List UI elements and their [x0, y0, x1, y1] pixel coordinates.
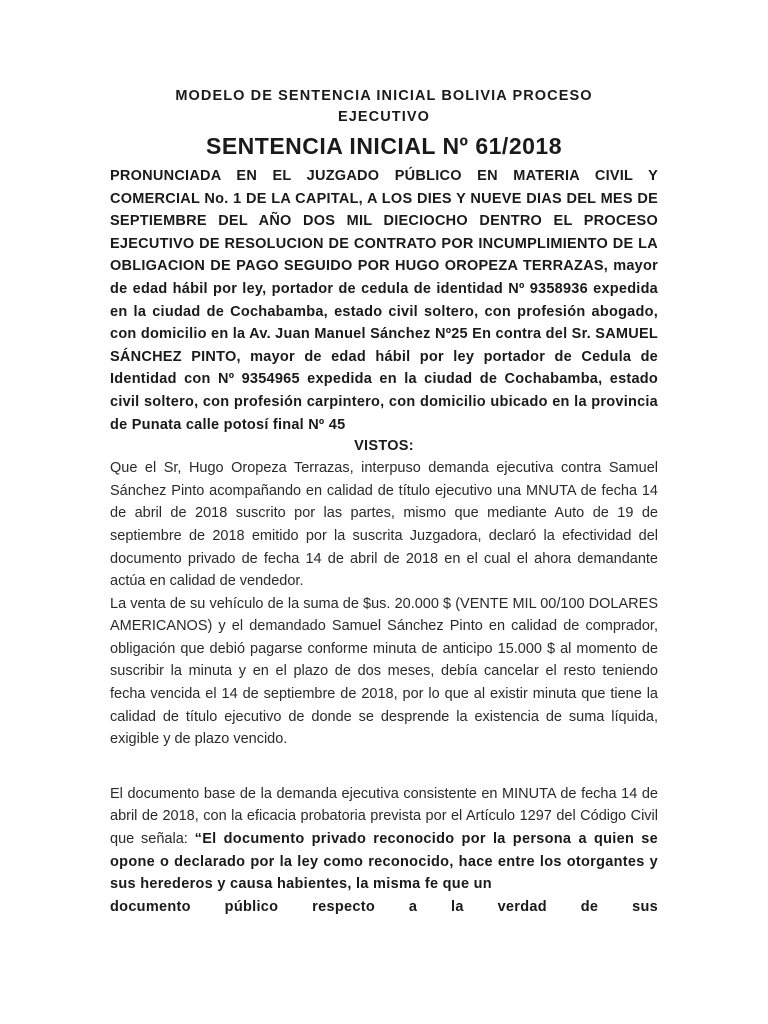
vistos-paragraph-1: Que el Sr, Hugo Oropeza Terrazas, interpuso demanda ejecutiva contra Samuel Sánchez Pinto acompañando en calidad de título ejecutivo una MNUTA de fecha 14 de abril de 2018 suscrito por las partes, mismo que mediante Auto de 19 de septiembre de 2018 emitido por la suscrita Juzgadora, declaró la efectividad del documento privado de fecha 14 de abril de 2018 en el cual el ahora demandante actúa en calidad de vendedor. [110, 460, 658, 590]
last-word: la [451, 898, 464, 915]
base-lead: El documento base de la demanda ejecutiva consistente en MINUTA de fecha 14 de abril de 2018, con la eficacia probatoria prevista por el Artículo 1297 del Código Civil que señala: [110, 785, 658, 848]
last-word: sus [632, 898, 658, 915]
base-quote: “El documento privado reconocido por la persona a quien se opone o declarado por la ley como reconocido, hace entre los otorgantes y sus herederos y causa habientes, la misma fe que un [110, 831, 658, 893]
last-word: documento [110, 898, 191, 915]
base-last-line [110, 896, 658, 919]
paragraph-spacer [110, 751, 658, 783]
last-word: de [580, 898, 599, 915]
last-word: a [408, 898, 418, 915]
document-kicker: MODELO DE SENTENCIA INICIAL BOLIVIA PROCESO EJECUTIVO [175, 88, 593, 125]
preamble-upper: PRONUNCIADA EN EL JUZGADO PÚBLICO EN MATERIA CIVIL Y COMERCIAL No. 1 DE LA CAPITAL, A LOS DIES Y NUEVE DIAS DEL MES DE SEPTIEMBRE DEL AÑO DOS MIL DIECIOCHO DENTRO EL PROCESO EJECUTIVO DE RESOLUCION DE CONTRATO POR INCUMPLIMIENTO DE LA OBLIGACION DE PAGO SEGUIDO POR HUGO OROPEZA TERRAZAS, [110, 168, 658, 275]
preamble-details: mayor de edad hábil por ley, portador de cedula de identidad Nº 9358936 expedida en la ciudad de Cochabamba, estado civil soltero, con profesión abogado, con domicilio en la Av. Juan Manuel Sánchez Nº25 En contra del Sr. SAMUEL SÁNCHEZ PINTO, mayor de edad hábil por ley portador de Cedula de Identidad con Nº 9354965 expedida en la ciudad de Cochabamba, estado civil soltero, con profesión carpintero, con domicilio ubicado en la provincia de Punata calle potosí final Nº 45 [110, 258, 658, 433]
base-paragraph [110, 783, 658, 896]
preamble-paragraph [110, 165, 658, 436]
last-word: verdad [497, 898, 547, 915]
vistos-paragraph-2: La venta de su vehículo de la suma de $us. 20.000 $ (VENTE MIL 00/100 DOLARES AMERICANOS) y el demandado Samuel Sánchez Pinto en calidad de comprador, obligación que debió pagarse conforme minuta de anticipo 15.000 $ al momento de suscribir la minuta y en el plazo de dos meses, debía cancelar el resto teniendo fecha vencida el 14 de septiembre de 2018, por lo que al existir minuta que tiene la calidad de título ejecutivo de donde se desprende la existencia de suma líquida, exigible y de plazo vencido. [110, 595, 658, 748]
last-word: público [224, 898, 279, 915]
document-title: SENTENCIA INICIAL Nº 61/2018 [205, 133, 562, 159]
vistos-heading: VISTOS: [354, 438, 414, 455]
last-word: respecto [312, 898, 375, 915]
